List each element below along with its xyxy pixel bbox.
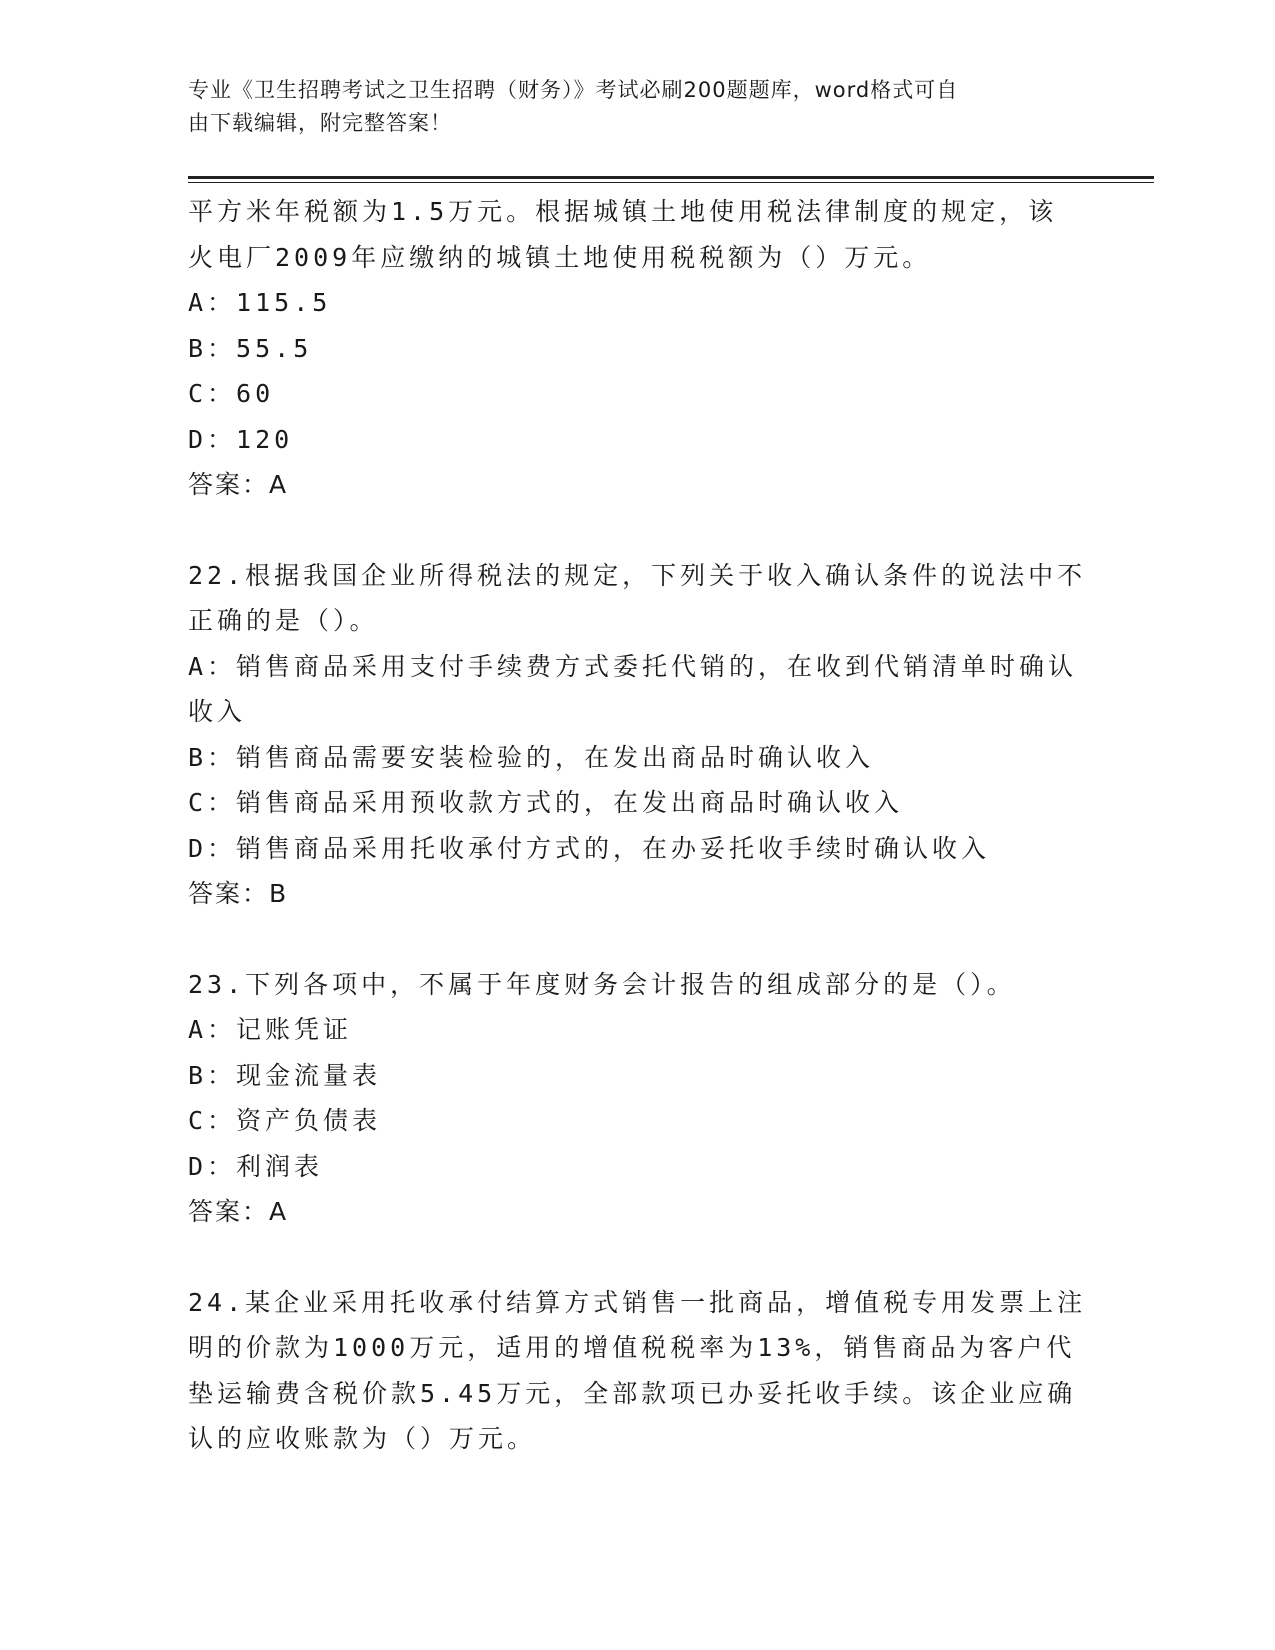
option-d: D：销售商品采用托收承付方式的，在办妥托收手续时确认收入 <box>188 833 991 863</box>
option-b: B：销售商品需要安装检验的，在发出商品时确认收入 <box>188 742 875 772</box>
option-b: B：55.5 <box>188 333 313 363</box>
option-c: C：60 <box>188 379 275 408</box>
option-a: A：记账凭证 <box>188 1015 353 1044</box>
question-text-line: 正确的是（）。 <box>188 606 379 635</box>
question-text-line: 23.下列各项中，不属于年度财务会计报告的组成部分的是（）。 <box>188 969 1016 999</box>
answer-text: 答案：B <box>188 879 289 908</box>
question-22 <box>188 553 1087 917</box>
header-title-line-1: 专业《卫生招聘考试之卫生招聘（财务）》考试必刷200题题库，word格式可自 <box>188 78 959 102</box>
question-list <box>188 189 1087 1462</box>
option-a: A：115.5 <box>188 288 332 317</box>
header-divider-thick <box>188 176 1154 179</box>
answer-text: 答案：A <box>188 470 289 499</box>
header-divider-thin <box>188 182 1154 183</box>
option-b: B：现金流量表 <box>188 1060 382 1090</box>
header-title-line-2: 由下载编辑，附完整答案！ <box>188 111 452 135</box>
question-spacer <box>188 508 1078 553</box>
option-a: A：销售商品采用支付手续费方式委托代销的，在收到代销清单时确认 <box>188 651 1078 681</box>
question-23 <box>188 962 1078 1235</box>
question-text-line: 24.某企业采用托收承付结算方式销售一批商品，增值税专用发票上注 <box>188 1287 1087 1317</box>
question-21 <box>188 189 1078 508</box>
question-text-line: 22.根据我国企业所得税法的规定，下列关于收入确认条件的说法中不 <box>188 560 1087 590</box>
question-spacer <box>188 1235 1078 1280</box>
answer-text: 答案：A <box>188 1197 289 1226</box>
question-text-line: 认的应收账款为（）万元。 <box>188 1424 537 1453</box>
option-d: D：120 <box>188 424 294 454</box>
document-header <box>188 74 1068 140</box>
option-c: C：资产负债表 <box>188 1106 382 1135</box>
option-d: D：利润表 <box>188 1151 324 1181</box>
question-text-line: 平方米年税额为1.5万元。根据城镇土地使用税法律制度的规定，该 <box>188 197 1058 226</box>
option-a-continued: 收入 <box>188 697 247 726</box>
question-text-line: 明的价款为1000万元，适用的增值税税率为13%，销售商品为客户代 <box>188 1333 1076 1362</box>
question-24 <box>188 1280 1087 1462</box>
question-text-line: 垫运输费含税价款5.45万元，全部款项已办妥托收手续。该企业应确 <box>188 1378 1077 1408</box>
question-spacer <box>188 917 1078 962</box>
question-text-line: 火电厂2009年应缴纳的城镇土地使用税税额为（）万元。 <box>188 242 932 272</box>
option-c: C：销售商品采用预收款方式的，在发出商品时确认收入 <box>188 788 904 817</box>
